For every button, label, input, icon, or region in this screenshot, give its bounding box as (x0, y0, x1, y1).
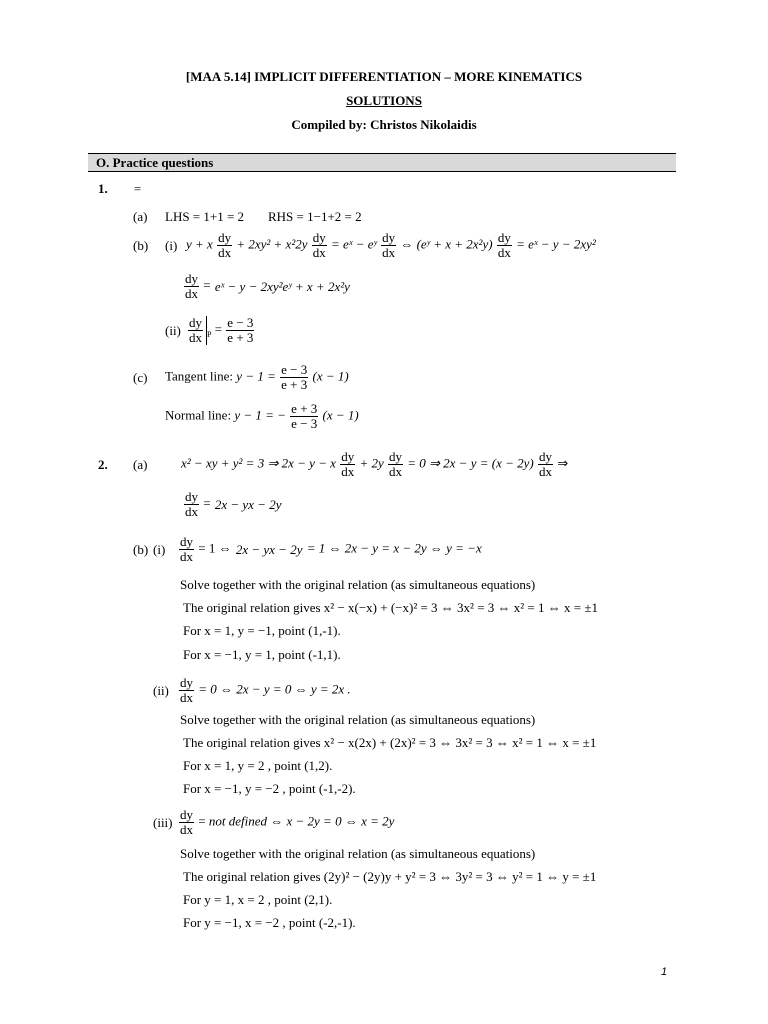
tangent-lhs: y − 1 = (236, 368, 276, 384)
q1-bi-term-e: = eˣ − y − 2xy² (516, 236, 596, 252)
normal-slope-fraction (290, 402, 318, 431)
q1-bi-term-a: y + x (186, 236, 213, 252)
q2-b-ii-condition (178, 676, 351, 705)
dx-text: dx (180, 822, 193, 837)
dy-text: dy (538, 449, 552, 464)
derivative-expression-fraction (215, 498, 282, 512)
q1-b-i-derivative (186, 231, 596, 260)
dy-dx-fraction (179, 535, 194, 564)
dy-text: dy (497, 230, 511, 245)
denominator: x − 2y (248, 496, 282, 512)
dy-dx-fraction (179, 676, 194, 705)
q2-part-b-ii-label: (ii) (153, 683, 169, 698)
q2-b-ii-original-relation: The original relation gives x² − x(2x) + (2x)² = 3 ⇔ 3x² = 3 ⇔ x² = 1 ⇔ x = ±1 (183, 735, 597, 750)
dx-text: dx (180, 690, 193, 705)
q2-b-iii-original-relation: The original relation gives (2y)² − (2y)y + y² = 3 ⇔ 3y² = 3 ⇔ y² = 1 ⇔ y = ±1 (183, 869, 597, 884)
denominator: e + 3 (227, 330, 254, 345)
q2-b-i-original-relation: The original relation gives x² − x(−x) + (−x)² = 3 ⇔ 3x² = 3 ⇔ x² = 1 ⇔ x = ±1 (183, 600, 598, 615)
q2-b-iii-point-2: For y = −1, x = −2 , point (-2,-1). (183, 915, 356, 930)
q2-a-derivation (181, 450, 568, 479)
dy-text: dy (185, 271, 198, 286)
tangent-slope-fraction (280, 363, 308, 392)
q2-b-ii-point-2: For x = −1, y = −2 , point (-1,-2). (183, 781, 356, 796)
not-defined-text: not defined (208, 813, 267, 829)
q1-bi-term-d: ⇔ (eʸ + x + 2x²y) (400, 236, 493, 252)
dy-dx-fraction (497, 231, 512, 260)
equals-sign: = (214, 321, 223, 337)
q2-a-term-2: + 2y (359, 455, 384, 471)
dx-text: dx (185, 504, 198, 519)
point-subscript: P (207, 330, 212, 340)
tangent-label: Tangent line: (165, 368, 234, 384)
q2-b-ii-solve-text: Solve together with the original relation (as simultaneous equations) (180, 712, 536, 727)
question-1-number: 1. (98, 181, 108, 196)
q2-part-b-i-label: (i) (153, 542, 166, 557)
dx-text: dx (218, 245, 232, 260)
q1-bi-term-c: = eˣ − eʸ (330, 236, 377, 252)
document-subtitle: SOLUTIONS (346, 93, 422, 108)
q2-biii-term: ⇔ x − 2y = 0 ⇔ x = 2y (270, 813, 395, 829)
q1-part-b-label: (b) (133, 238, 149, 253)
numerator: e − 3 (281, 362, 308, 377)
equals-sign: = (198, 813, 206, 829)
dy-dx-fraction (312, 231, 327, 260)
dy-dx-fraction (388, 450, 403, 479)
q2-b-iii-condition (178, 808, 394, 837)
page-number: 1 (661, 966, 668, 978)
q2-b-iii-point-1: For y = 1, x = 2 , point (2,1). (183, 892, 333, 907)
derivative-expression-fraction (215, 280, 350, 294)
q2-a-term-1: x² − xy + y² = 3 ⇒ 2x − y − x (181, 455, 336, 471)
derivative-expression-fraction (236, 543, 303, 557)
evaluated-at-bar (187, 316, 207, 345)
numerator: 2x − y (235, 541, 270, 557)
q2-b-i-point-1: For x = 1, y = −1, point (1,-1). (183, 623, 341, 638)
dx-text: dx (185, 286, 198, 301)
q2-bii-term: = 0 ⇔ 2x − y = 0 ⇔ y = 2x . (198, 681, 351, 697)
q2-b-ii-point-1: For x = 1, y = 2 , point (1,2). (183, 758, 333, 773)
dx-text: dx (341, 464, 355, 479)
dy-dx-fraction (538, 450, 553, 479)
dx-text: dx (382, 245, 396, 260)
question-1-equation (133, 181, 142, 197)
numerator: e + 3 (291, 401, 318, 416)
q2-part-b-iii-label: (iii) (153, 815, 173, 830)
denominator: x − 2y (269, 541, 303, 557)
q1-b-ii-result (187, 316, 255, 345)
q2-part-a-label: (a) (133, 457, 148, 472)
q1-equation-text: = (133, 181, 142, 196)
dy-text: dy (218, 230, 232, 245)
normal-line (165, 402, 359, 431)
q2-part-b-label: (b) (133, 542, 149, 557)
tangent-rhs: (x − 1) (312, 368, 349, 384)
q1-bi-term-b: + 2xy² + x²2y (236, 236, 308, 252)
dy-dx-fraction (179, 808, 194, 837)
dy-dx-fraction (184, 272, 199, 301)
q2-a-term-3: = 0 ⇒ 2x − y = (x − 2y) (407, 455, 534, 471)
denominator: e + 3 (281, 377, 308, 392)
implies-arrow: ⇒ (557, 455, 569, 471)
dy-text: dy (180, 675, 193, 690)
document-title: [MAA 5.14] IMPLICIT DIFFERENTIATION – MORE KINEMATICS (185, 69, 583, 84)
dy-text: dy (189, 315, 202, 330)
q1-part-c-label: (c) (133, 370, 148, 385)
dy-text: dy (180, 534, 193, 549)
dy-text: dy (382, 230, 396, 245)
section-title: O. Practice questions (96, 155, 214, 170)
dy-text: dy (341, 449, 355, 464)
slope-value-fraction (226, 316, 254, 345)
section-header-bar (88, 153, 676, 172)
dx-text: dx (497, 245, 511, 260)
numerator: eˣ − y − 2xy² (214, 278, 283, 294)
author-line: Compiled by: Christos Nikolaidis (291, 117, 477, 132)
q2-bi-term-1: = 1 ⇔ (198, 540, 232, 556)
dy-dx-fraction (188, 316, 203, 345)
dx-text: dx (189, 330, 202, 345)
q2-bi-term-2: = 1 ⇔ 2x − y = x − 2y ⇔ y = −x (306, 540, 482, 556)
dy-text: dy (185, 489, 198, 504)
q1-part-b-i-label: (i) (165, 238, 178, 253)
q2-a-result (183, 490, 282, 519)
dx-text: dx (312, 245, 326, 260)
q2-b-i-solve-text: Solve together with the original relation (as simultaneous equations) (180, 577, 536, 592)
dy-text: dy (312, 230, 326, 245)
q2-b-iii-solve-text: Solve together with the original relation (as simultaneous equations) (180, 846, 536, 861)
numerator: e − 3 (227, 315, 254, 330)
dy-dx-fraction (217, 231, 232, 260)
dx-text: dx (389, 464, 402, 479)
dy-dx-fraction (381, 231, 396, 260)
dy-dx-fraction (184, 490, 199, 519)
denominator: eʸ + x + 2x²y (282, 278, 350, 294)
q2-b-i-condition (178, 535, 482, 564)
normal-lhs: y − 1 = − (234, 407, 286, 423)
q1-part-a-lhs: LHS = 1+1 = 2 (165, 209, 245, 224)
tangent-line (165, 363, 349, 392)
q1-part-a-label: (a) (133, 209, 148, 224)
dx-text: dx (180, 549, 193, 564)
q1-part-a-rhs: RHS = 1−1+2 = 2 (268, 209, 362, 224)
q1-part-b-ii-label: (ii) (165, 323, 181, 338)
equals-sign: = (203, 277, 211, 293)
q2-b-i-point-2: For x = −1, y = 1, point (-1,1). (183, 647, 341, 662)
denominator: e − 3 (291, 416, 318, 431)
dy-dx-fraction (340, 450, 355, 479)
numerator: 2x − y (214, 496, 249, 512)
dx-text: dx (538, 464, 552, 479)
q1-b-i-result (183, 272, 351, 301)
question-2-number: 2. (98, 457, 108, 472)
dy-text: dy (389, 449, 402, 464)
dy-text: dy (180, 807, 193, 822)
normal-label: Normal line: (165, 407, 232, 423)
equals-sign: = (203, 495, 211, 511)
normal-rhs: (x − 1) (322, 407, 359, 423)
